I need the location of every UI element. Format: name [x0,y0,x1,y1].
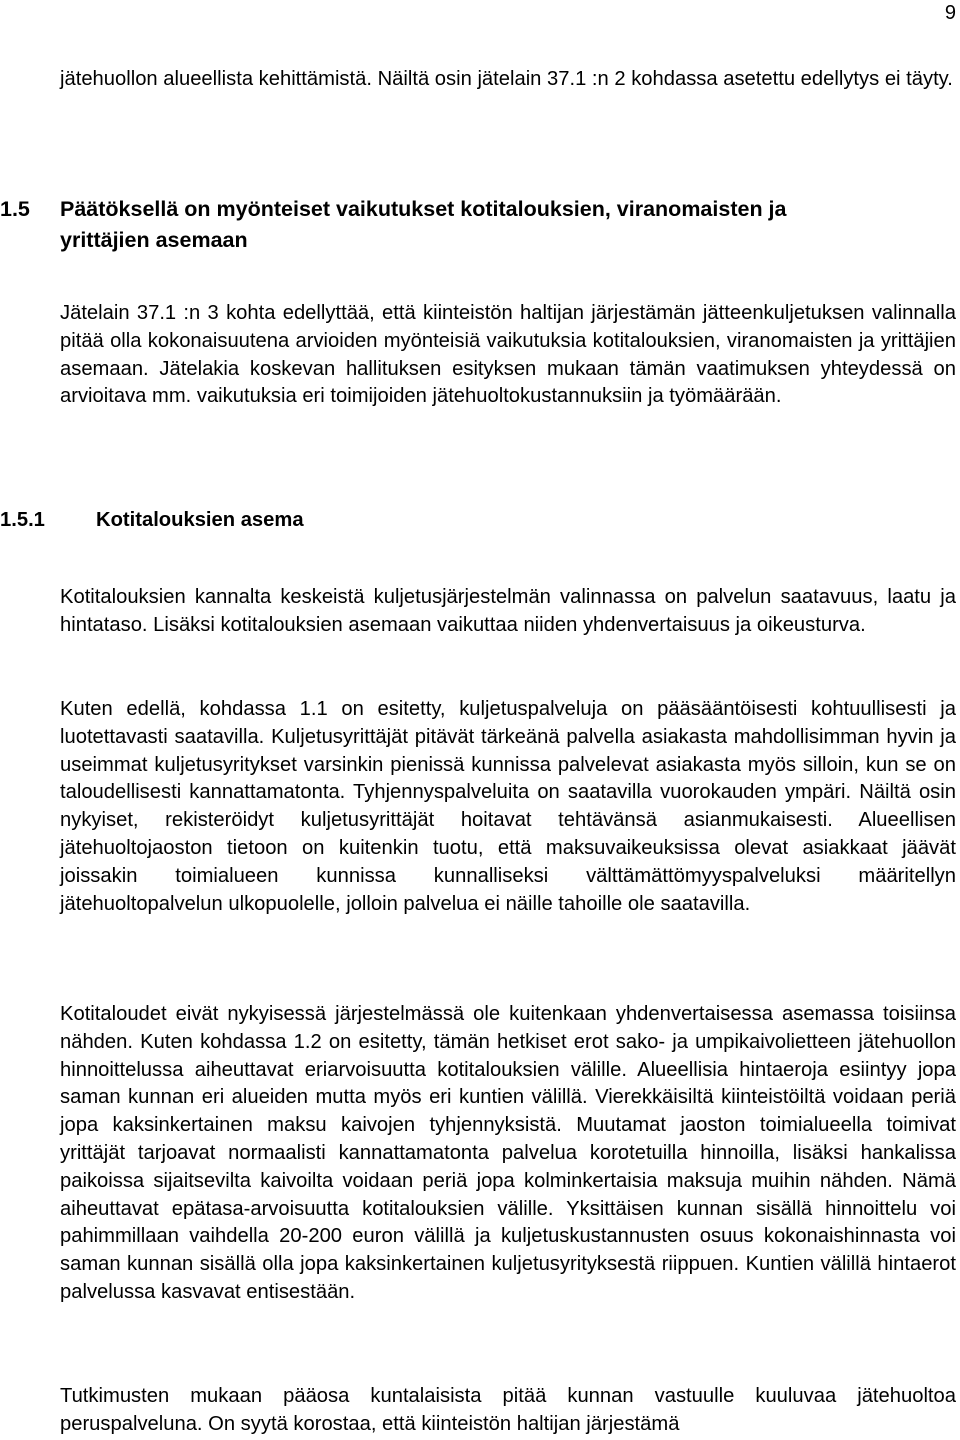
subsection-heading [0,509,304,532]
body-paragraph-1: Kotitalouksien kannalta keskeistä kuljetusjärjestelmän valinnassa on palvelun saatavuus, laatu ja hintataso. Lisäksi kotitalouksien asemaan vaikuttaa niiden yhdenvertaisuus ja oikeusturva. [60,586,956,636]
body-paragraph-4: Tutkimusten mukaan pääosa kuntalaisista pitää kunnan vastuulle kuuluvaa jätehuoltoa peruspalveluna. On syytä korostaa, että kiinteistön haltijan järjestämä [60,1385,956,1435]
subsection-body-1 [60,584,956,640]
section-title-line1: Päätöksellä on myönteiset vaikutukset kotitalouksien, viranomaisten ja [60,197,787,221]
page-number: 9 [944,2,956,24]
body-paragraph-3: Kotitaloudet eivät nykyisessä järjestelmässä ole kuitenkaan yhdenvertaisessa asemassa toisiinsa nähden. Kuten kohdassa 1.2 on esitetty, tämän hetkiset erot sako- ja umpikaivolietteen jätehuollon hinnoittelussa aiheuttavat eriarvoisuutta kotitalouksien välille. Alueellisia hintaeroja esiintyy jopa saman kunnan eri alueiden mutta myös eri kuntien välillä. Vierekkäisiltä kiinteistöiltä voidaan periä jopa kaksinkertainen maksu kaivojen tyhjennyksistä. Muutamat jaoston toimialueella toimivat yrittäjät tarjoavat normaalisti kannattamatonta palvelua korotetuilla hinnoilla, lisäksi hankalissa paikoissa sijaitsevilta kaivoilta voidaan periä jopa kolminkertaisia maksuja muihin nähden. Nämä aiheuttavat epätasa-arvoisuutta kotitalouksien välille. Yksittäisen kunnan sisällä hinnoittelu voi pahimmillaan vaihdella 20-200 euron välillä ja kuljetuskustannusten osuus kokonaishinnasta voi saman kunnan sisällä olla jopa kaksinkertainen kuljetusyrityksestä riippuen. Kuntien välillä hintaerot palvelussa kasvavat entisestään. [60,1003,956,1303]
section-body [60,300,956,411]
subsection-body-3 [60,1001,956,1307]
section-title-line2: yrittäjien asemaan [60,228,248,252]
section-number: 1.5 [0,197,30,221]
page-content [60,66,956,94]
subsection-title: Kotitalouksien asema [96,509,304,531]
subsection-body-4 [60,1383,956,1439]
subsection-body-2 [60,696,956,918]
intro-paragraph: jätehuollon alueellista kehittämistä. Näiltä osin jätelain 37.1 :n 2 kohdassa asetettu edellytys ei täyty. [60,68,953,90]
section-paragraph: Jätelain 37.1 :n 3 kohta edellyttää, että kiinteistön haltijan järjestämän jätteenkuljetuksen valinnalla pitää olla kokonaisuutena arvioiden myönteisiä vaikutuksia kotitalouksien, viranomaisten ja yrittäjien asemaan. Jätelakia koskevan hallituksen esityksen mukaan tämän vaatimuksen yhteydessä on arvioitava mm. vaikutuksia eri toimijoiden jätehuoltokustannuksiin ja työmäärään. [60,302,956,408]
subsection-number: 1.5.1 [0,509,45,531]
section-heading [0,194,956,256]
body-paragraph-2: Kuten edellä, kohdassa 1.1 on esitetty, kuljetuspalveluja on pääsääntöisesti kohtuullisesti ja luotettavasti saatavilla. Kuljetusyrittäjät pitävät tärkeänä palvella asiakasta mahdollisimman hyvin ja useimmat kuljetusyritykset varsinkin pienissä kunnissa palvelevat asiakasta myös silloin, kun se on taloudellisesti kannattamatonta. Tyhjennyspalveluita on saatavilla vuorokauden ympäri. Näiltä osin nykyiset, rekisteröidyt kuljetusyrittäjät hoitavat tehtävänsä asianmukaisesti. Alueellisen jätehuoltojaoston tietoon on kuitenkin tuotu, että maksuvaikeuksissa olevat asiakkaat jäävät joissakin toimialueen kunnissa kunnalliseksi välttämättömyyspalveluksi määritellyn jätehuoltopalvelun ulkopuolelle, jolloin palvelua ei näille tahoille ole saatavilla. [60,698,956,915]
